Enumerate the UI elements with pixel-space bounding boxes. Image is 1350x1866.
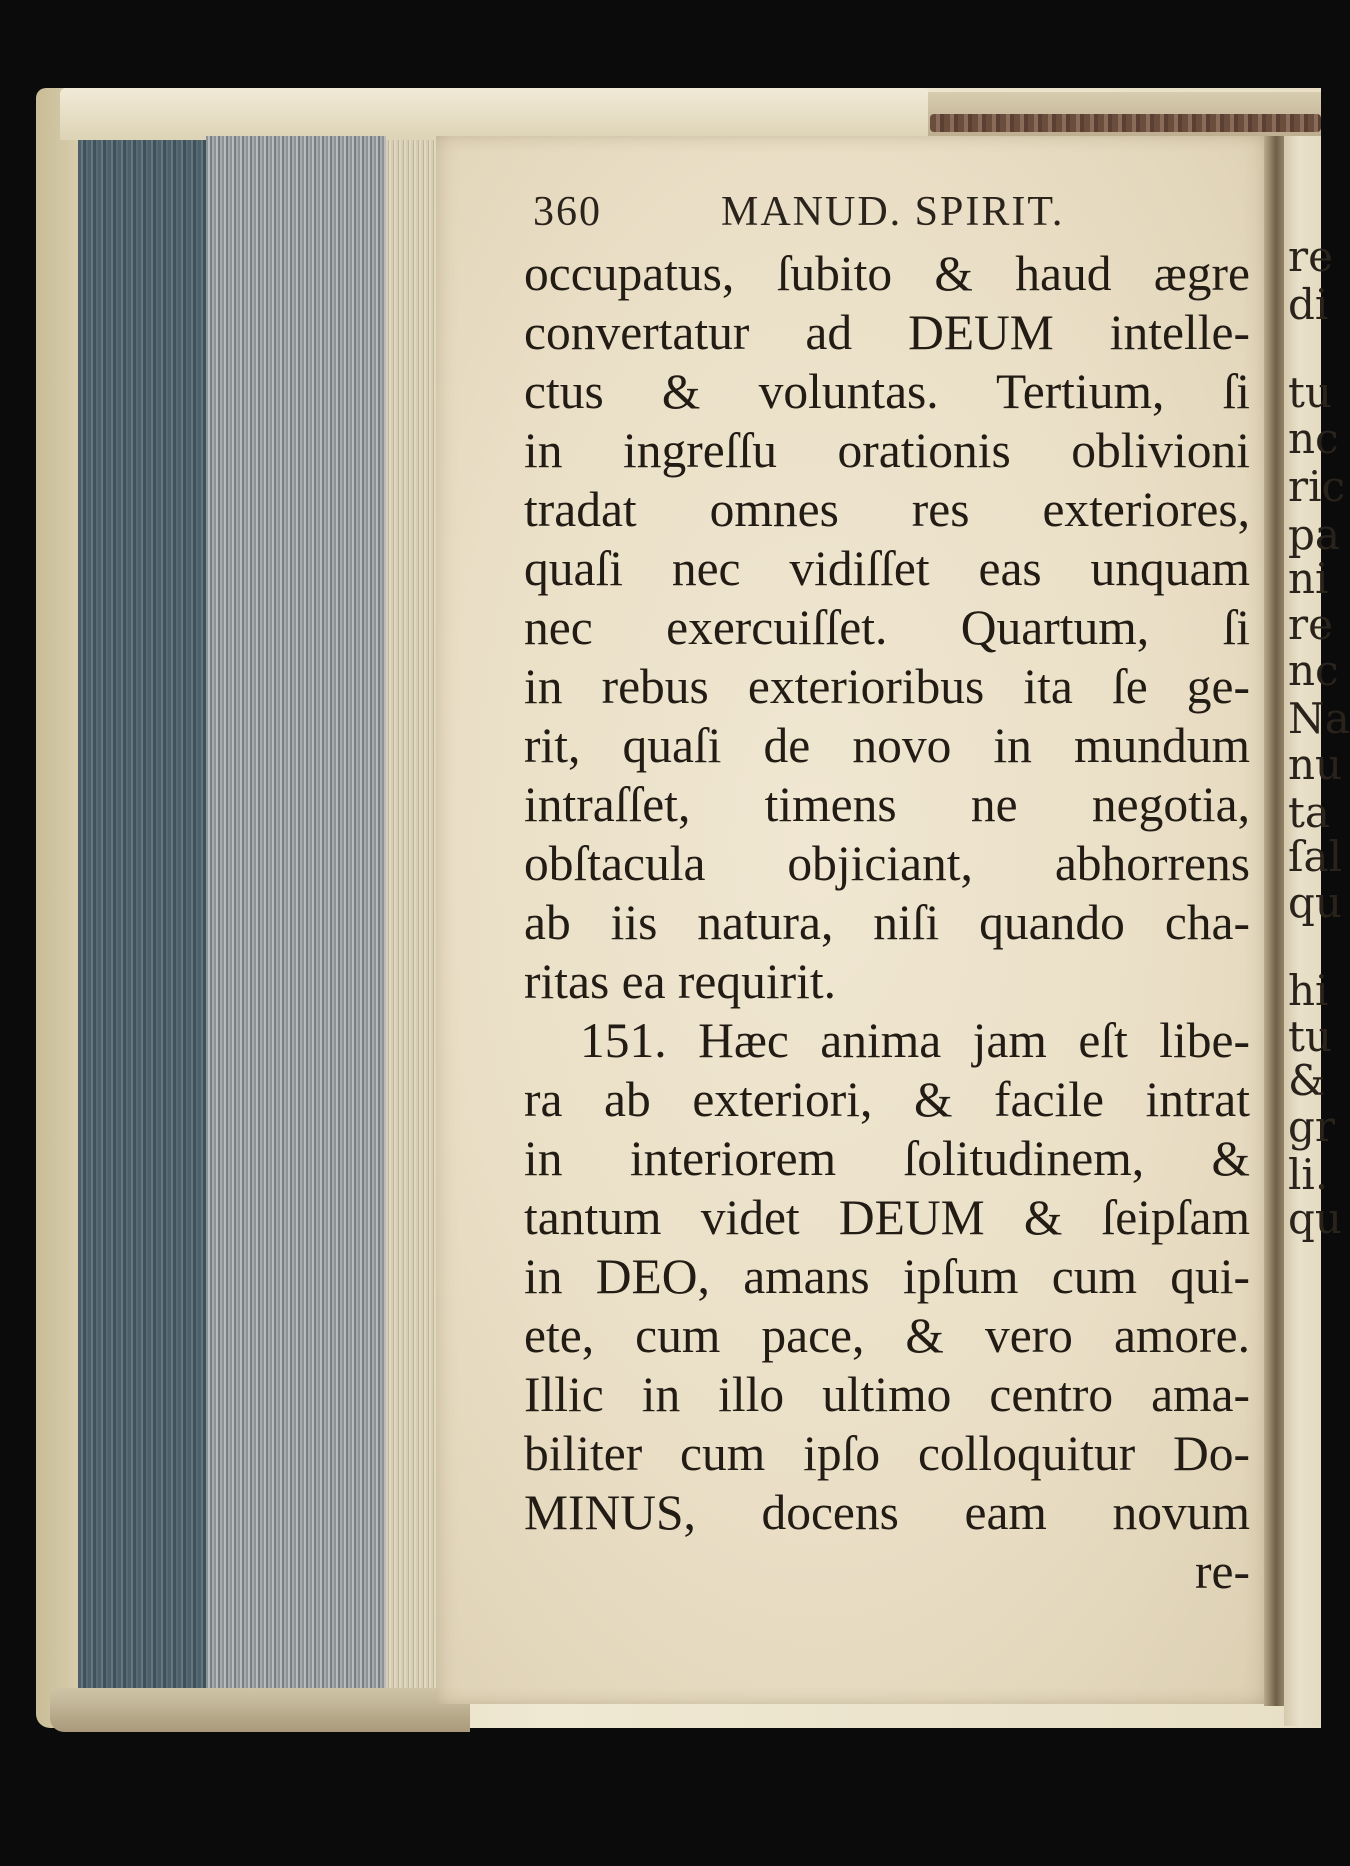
text-line: in DEO, amans ipſum cum qui- — [524, 1249, 1250, 1304]
text-line: intraſſet, timens ne negotia, — [524, 777, 1250, 832]
text-line: in interiorem ſolitudinem, & — [524, 1131, 1250, 1186]
running-head — [533, 188, 1093, 244]
text-line: rit, quaſi de novo in mundum — [524, 718, 1250, 773]
facing-page-fragment: gr — [1288, 1102, 1335, 1151]
facing-page-fragment: re — [1288, 600, 1333, 649]
facing-page-fragment: pa — [1288, 510, 1340, 559]
facing-page-fragment: nc — [1288, 646, 1339, 695]
text-line: Illic in illo ultimo centro ama- — [524, 1367, 1250, 1422]
text-line: occupatus, ſubito & haud ægre — [524, 246, 1250, 301]
catchword: re- — [1195, 1544, 1250, 1599]
page-text — [524, 244, 1250, 1601]
cover-top-edge — [60, 88, 930, 140]
facing-page-fragment: tu — [1288, 1012, 1332, 1061]
text-line: in ingreſſu orationis oblivioni — [524, 423, 1250, 478]
facing-page-fragment: Na — [1288, 694, 1350, 743]
facing-page-fragment: hi — [1288, 966, 1329, 1015]
text-line: MINUS, docens eam novum — [524, 1485, 1250, 1540]
cover-bottom-edge — [50, 1688, 470, 1732]
facing-page-fragment: di — [1288, 280, 1329, 329]
facing-page-fragment: ta — [1288, 788, 1330, 837]
running-title: MANUD. SPIRIT. — [721, 189, 1065, 235]
text-line: ete, cum pace, & vero amore. — [524, 1308, 1250, 1363]
paragraph-start-line: 151. Hæc anima jam eſt libe- — [580, 1013, 1250, 1068]
text-line: ra ab exteriori, & facile intrat — [524, 1072, 1250, 1127]
text-line: biliter cum ipſo colloquitur Do- — [524, 1426, 1250, 1481]
text-line: tradat omnes res exteriores, — [524, 482, 1250, 537]
facing-page-fragment: tu — [1288, 368, 1332, 417]
facing-page-fragment: nc — [1288, 414, 1339, 463]
facing-page-fragment: ric — [1288, 462, 1346, 511]
facing-page-fragment: qu — [1288, 878, 1342, 927]
facing-page-fragment: & — [1288, 1056, 1326, 1105]
page-edges — [206, 136, 386, 1702]
text-line: convertatur ad DEUM intelle- — [524, 305, 1250, 360]
page-edges-inner — [386, 140, 440, 1708]
text-line: obſtacula objiciant, abhorrens — [524, 836, 1250, 891]
book-gutter — [1264, 136, 1286, 1706]
facing-page-fragment: ſal — [1288, 832, 1343, 881]
text-line: tantum videt DEUM & ſeipſam — [524, 1190, 1250, 1245]
headband — [930, 114, 1321, 132]
facing-page-fragment: ni — [1288, 554, 1329, 603]
text-line: quaſi nec vidiſſet eas unquam — [524, 541, 1250, 596]
text-line: nec exercuiſſet. Quartum, ſi — [524, 600, 1250, 655]
facing-page-fragment: li. — [1288, 1150, 1329, 1199]
facing-page-fragment: nu — [1288, 740, 1343, 789]
text-line: ctus & voluntas. Tertium, ſi — [524, 364, 1250, 419]
facing-page-fragment: re — [1288, 232, 1333, 281]
facing-page-fragment: qu — [1288, 1194, 1342, 1243]
page-number: 360 — [533, 189, 602, 235]
facing-page — [1284, 136, 1350, 1726]
text-line: in rebus exterioribus ita ſe ge- — [524, 659, 1250, 714]
text-line: ab iis natura, niſi quando cha- — [524, 895, 1250, 950]
text-line: ritas ea requirit. — [524, 954, 836, 1009]
